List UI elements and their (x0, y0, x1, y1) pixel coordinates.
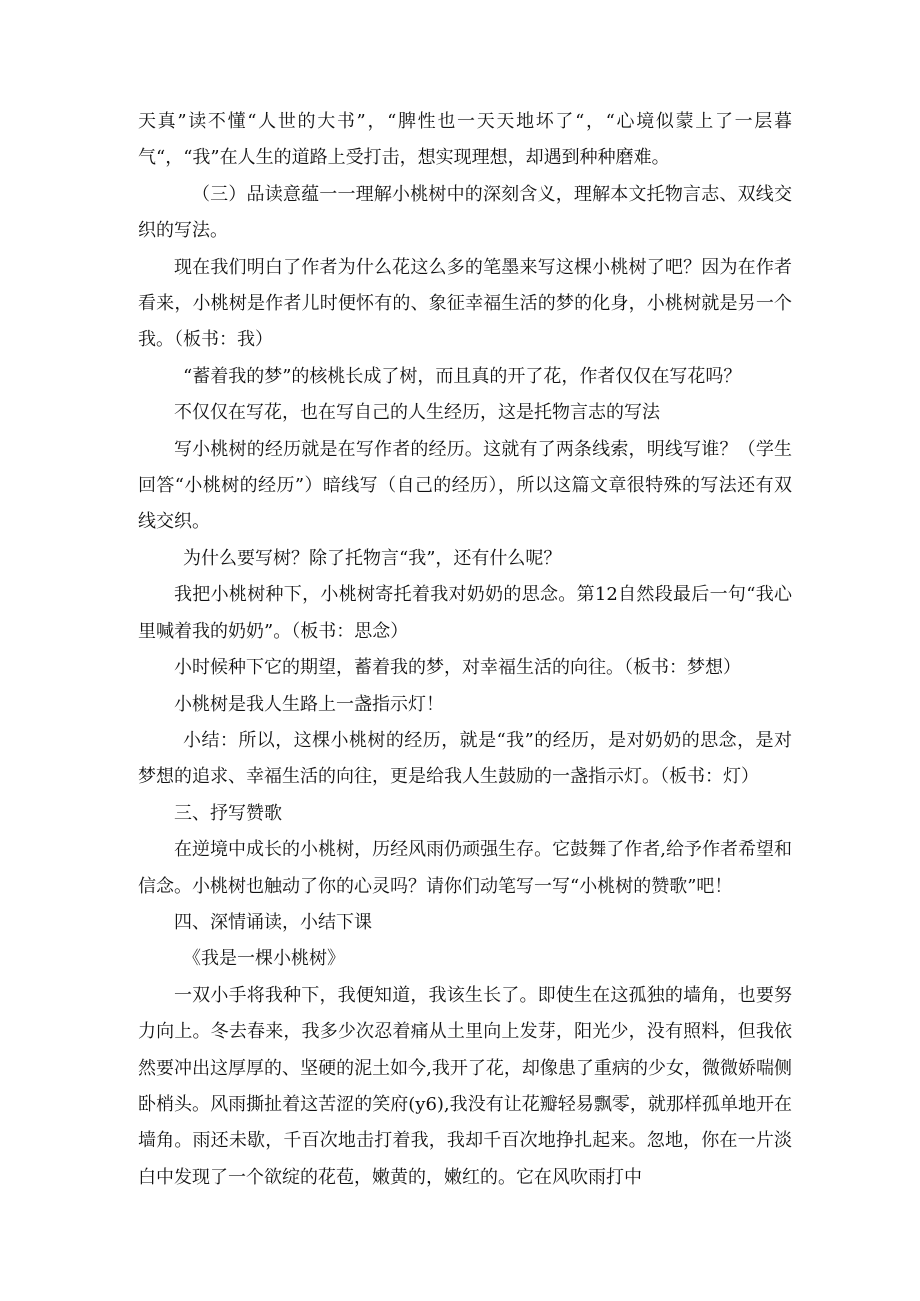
paragraph-answer: 不仅仅在写花，也在写自己的人生经历，这是托物言志的写法 (174, 402, 660, 424)
section-heading-ode: 三、抒写赞歌 (174, 802, 282, 824)
paragraph-question: “蓄着我的梦”的核桃长成了树，而且真的开了花，作者仅仅在写花吗？ (183, 365, 742, 387)
paragraph-explanation: 现在我们明白了作者为什么花这么多的笔墨来写这棵小桃树了吧？因为在作者看来，小桃树是作者儿时便怀有的、象征幸福生活的梦的化身，小桃树就是另一个我。（板书：我） (138, 256, 792, 351)
document-body (138, 104, 792, 1196)
section-heading-interpretation: （三）品读意蕴一一理解小桃树中的深刻含义，理解本文托物言志、双线交织的写法。 (138, 183, 792, 242)
paragraph-dream: 小时候种下它的期望，蓄着我的梦，对幸福生活的向往。（板书：梦想） (174, 657, 741, 679)
paragraph-grandmother: 我把小桃树种下，小桃树寄托着我对奶奶的思念。第12自然段最后一句“我心里喊着我的奶奶”。（板书：思念） (138, 584, 792, 642)
paragraph-summary: 小结：所以，这棵小桃树的经历，就是“我”的经历，是对奶奶的思念，是对梦想的追求、幸福生活的向往，更是给我人生鼓励的一盏指示灯。（板书：灯） (138, 729, 792, 788)
poem-title: 《我是一棵小桃树》 (183, 948, 345, 970)
paragraph-continuation: 天真”读不懂“人世的大书”，“脾性也一天天地坏了“，“心境似蒙上了一层暮气“，“我”在人生的道路上受打击，想实现理想，却遇到种种磨难。 (138, 111, 792, 169)
poem-body: 一双小手将我种下，我便知道，我该生长了。即使生在这孤独的墙角，也要努力向上。冬去春来，我多少次忍着痛从土里向上发芽，阳光少，没有照料，但我依然要冲出这厚厚的、坚硬的泥土如今,我开了花，却像患了重病的少女，微微娇喘侧卧梢头。风雨撕扯着这苦涩的笑府(y6),我没有让花瓣轻易飘零，就那样孤单地开在墙角。雨还未歇，千百次地击打着我，我却千百次地挣扎起来。忽地，你在一片淡白中发现了一个欲绽的花苞，嫩黄的，嫩红的。它在风吹雨打中 (138, 984, 792, 1188)
paragraph-ode-task: 在逆境中成长的小桃树，历经风雨仍顽强生存。它鼓舞了作者,给予作者希望和信念。小桃树也触动了你的心灵吗？请你们动笔写一写“小桃树的赞歌”吧！ (138, 839, 792, 897)
paragraph-two-threads: 写小桃树的经历就是在写作者的经历。这就有了两条线索，明线写谁？（学生回答“小桃树的经历”）暗线写（自己的经历），所以这篇文章很特殊的写法还有双线交织。 (138, 438, 792, 533)
paragraph-why-tree: 为什么要写树？除了托物言“我”，还有什么呢？ (183, 547, 562, 569)
paragraph-lamp: 小桃树是我人生路上一盏指示灯！ (174, 693, 444, 715)
section-heading-reading: 四、深情诵读，小结下课 (174, 911, 372, 933)
